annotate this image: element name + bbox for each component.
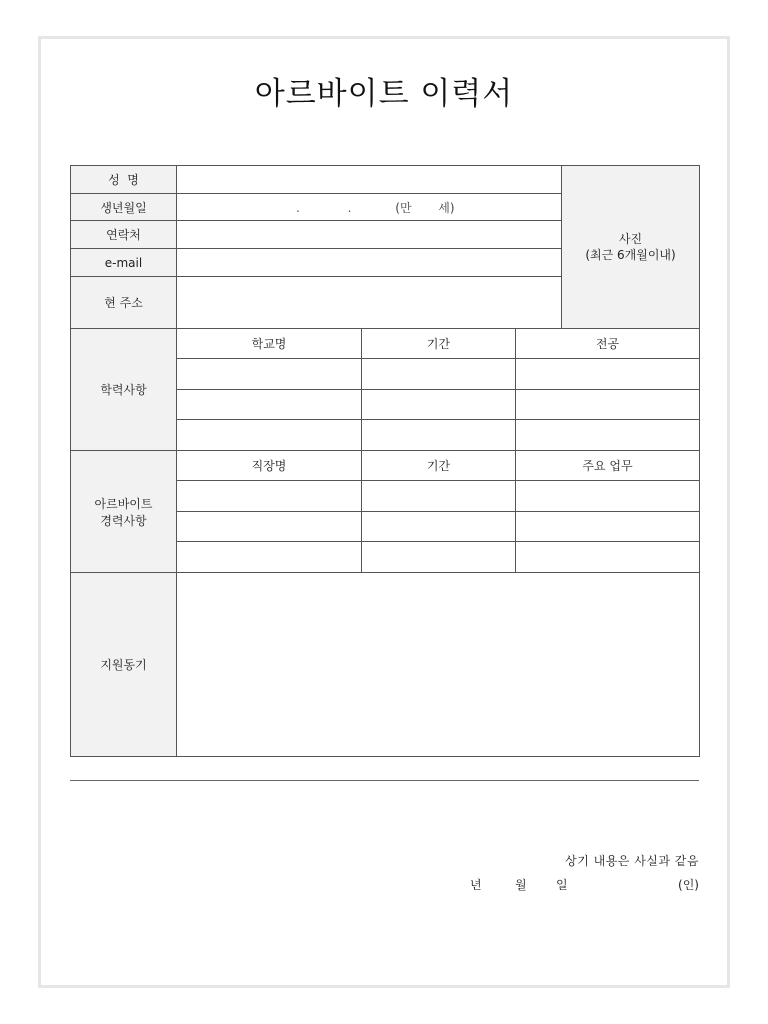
education-period-cell[interactable] bbox=[362, 420, 516, 451]
birth-field[interactable] bbox=[177, 194, 562, 221]
motivation-label: 지원동기 bbox=[71, 573, 177, 757]
education-major-cell[interactable] bbox=[516, 390, 700, 420]
seal-label: (인) bbox=[678, 878, 699, 892]
email-label: e-mail bbox=[71, 249, 177, 277]
education-period-cell[interactable] bbox=[362, 359, 516, 390]
education-header-school: 학교명 bbox=[177, 329, 362, 359]
education-header-major: 전공 bbox=[516, 329, 700, 359]
education-school-cell[interactable] bbox=[177, 420, 362, 451]
career-period-cell[interactable] bbox=[362, 481, 516, 512]
career-duties-cell[interactable] bbox=[516, 542, 700, 573]
education-school-cell[interactable] bbox=[177, 390, 362, 420]
birth-age-text: (만 세) bbox=[395, 200, 455, 215]
career-period-cell[interactable] bbox=[362, 542, 516, 573]
divider-line bbox=[70, 780, 699, 781]
month-label: 월 bbox=[515, 878, 527, 892]
career-label-line1: 아르바이트 bbox=[94, 496, 153, 511]
education-label: 학력사항 bbox=[71, 329, 177, 451]
email-field[interactable] bbox=[177, 249, 562, 277]
career-workplace-cell[interactable] bbox=[177, 542, 362, 573]
education-header-period: 기간 bbox=[362, 329, 516, 359]
career-label-line2: 경력사항 bbox=[100, 513, 147, 528]
education-school-cell[interactable] bbox=[177, 359, 362, 390]
photo-label: 사진 bbox=[618, 232, 643, 246]
career-header-workplace: 직장명 bbox=[177, 451, 362, 481]
education-major-cell[interactable] bbox=[516, 359, 700, 390]
day-label: 일 bbox=[556, 878, 568, 892]
career-label bbox=[71, 451, 177, 573]
career-header-period: 기간 bbox=[362, 451, 516, 481]
name-field[interactable] bbox=[177, 166, 562, 194]
contact-field[interactable] bbox=[177, 221, 562, 249]
birth-label: 생년월일 bbox=[71, 194, 177, 221]
photo-box[interactable] bbox=[562, 166, 700, 329]
career-duties-cell[interactable] bbox=[516, 481, 700, 512]
career-period-cell[interactable] bbox=[362, 512, 516, 542]
career-duties-cell[interactable] bbox=[516, 512, 700, 542]
photo-note: (최근 6개월이내) bbox=[585, 248, 676, 262]
career-header-duties: 주요 업무 bbox=[516, 451, 700, 481]
page-title: 아르바이트 이력서 bbox=[254, 76, 514, 112]
resume-form-table bbox=[70, 165, 700, 757]
address-label: 현 주소 bbox=[71, 277, 177, 329]
contact-label: 연락처 bbox=[71, 221, 177, 249]
birth-date-dots: . . bbox=[296, 200, 374, 215]
motivation-field[interactable] bbox=[177, 573, 700, 757]
address-field[interactable] bbox=[177, 277, 562, 329]
career-workplace-cell[interactable] bbox=[177, 481, 362, 512]
year-label: 년 bbox=[470, 878, 482, 892]
education-period-cell[interactable] bbox=[362, 390, 516, 420]
name-label: 성 명 bbox=[71, 166, 177, 194]
career-workplace-cell[interactable] bbox=[177, 512, 362, 542]
certification-statement: 상기 내용은 사실과 같음 bbox=[565, 854, 699, 868]
education-major-cell[interactable] bbox=[516, 420, 700, 451]
